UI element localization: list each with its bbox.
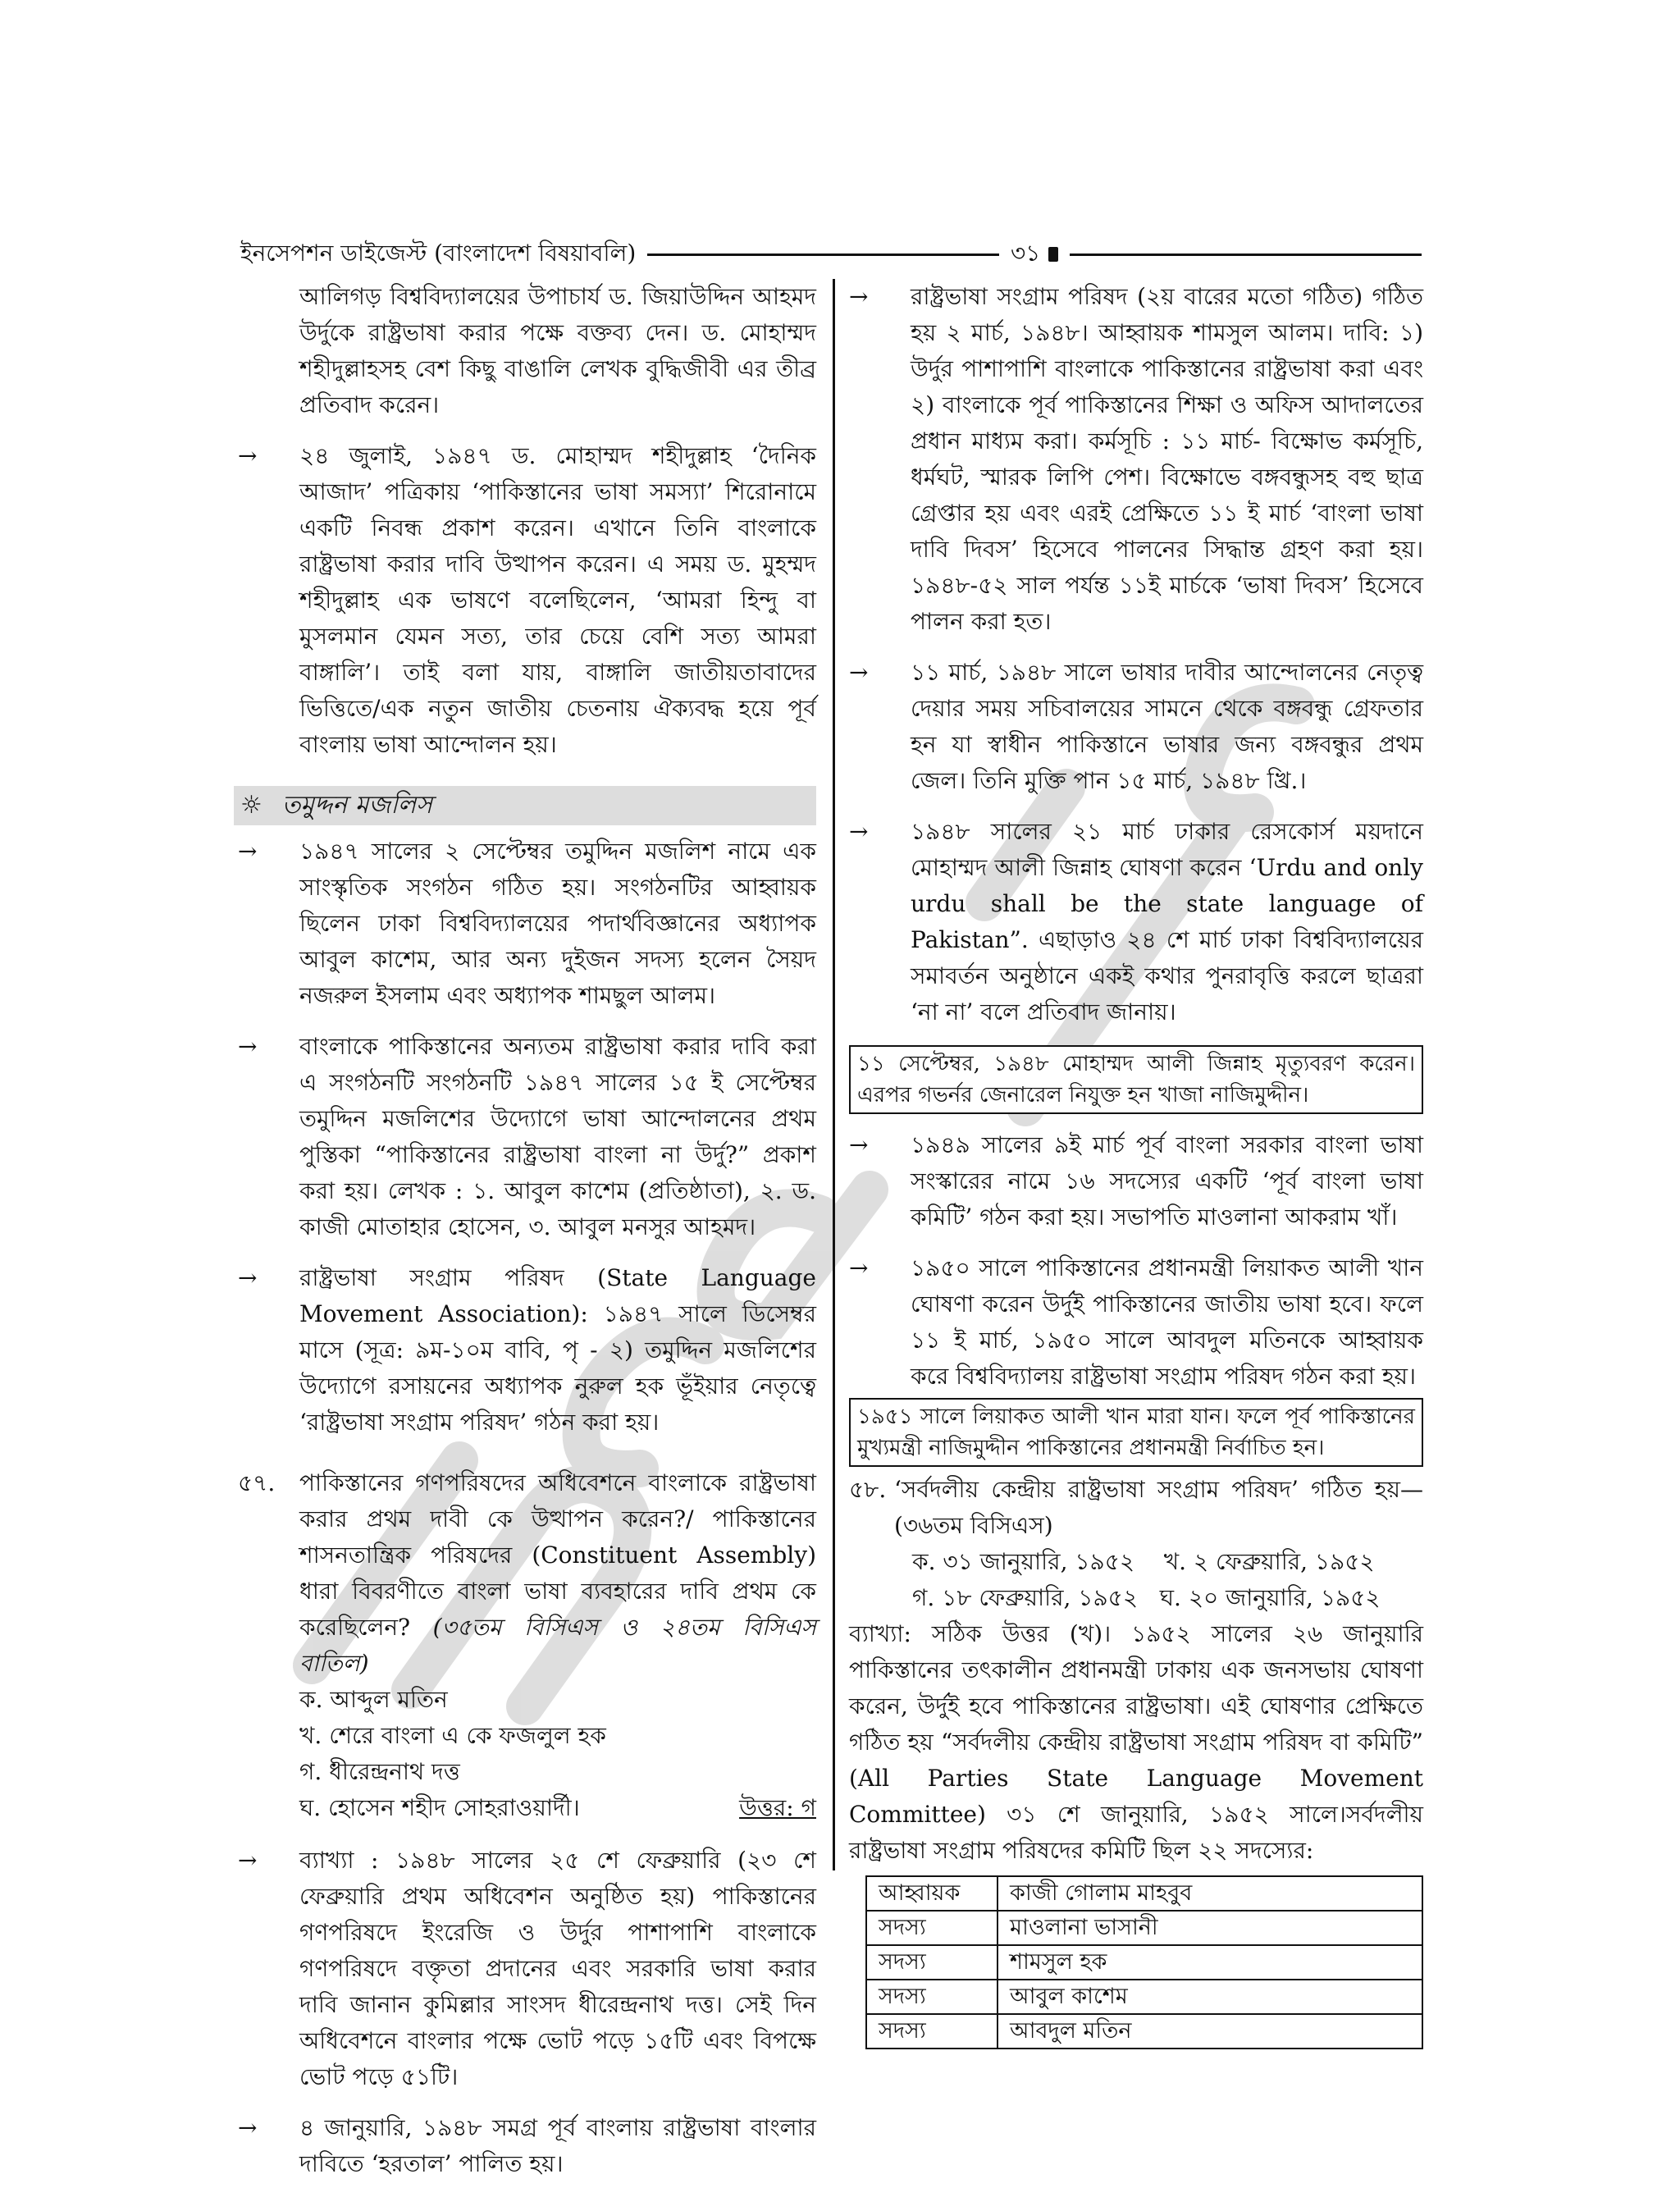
bullet-item [238, 438, 816, 763]
note-box: ১৯৫১ সালে লিয়াকত আলী খান মারা যান। ফলে পূর্ব পাকিস্তানের মুখ্যমন্ত্রী নাজিমুদ্দীন পাকিস্তানের প্রধানমন্ত্রী নির্বাচিত হন। [849, 1398, 1423, 1467]
bullet-text: ১৯৪৯ সালের ৯ই মার্চ পূর্ব বাংলা সরকার বাংলা ভাষা সংস্কারের নামে ১৬ সদস্যের একটি ‘পূর্ব বাংলা ভাষা কমিটি’ গঠন করা হয়। সভাপতি মাওলানা আকরাম খাঁ। [911, 1131, 1423, 1231]
page-number: ৩১ [1010, 239, 1041, 267]
bullet-text: ব্যাখ্যা : ১৯৪৮ সালের ২৫ শে ফেব্রুয়ারি (২৩ শে ফেব্রুয়ারি প্রথম অধিবেশন অনুষ্ঠিত হয়) পাকিস্তানের গণপরিষদে ইংরেজি ও উর্দুর পাশাপাশি বাংলাকে গণপরিষদে বক্তৃতা প্রদানের এবং সরকারি ভাষা করার দাবি জানান কুমিল্লার সাংসদ ধীরেন্দ্রনাথ দত্ত। সেই দিন অধিবেশনে বাংলার পক্ষে ভোট পড়ে ১৫টি এবং বিপক্ষে ভোট পড়ে ৫১টি। [299, 1847, 816, 2090]
note-box: ১১ সেপ্টেম্বর, ১৯৪৮ মোহাম্মদ আলী জিন্নাহ মৃত্যুবরণ করেন। এরপর গভর্নর জেনারেল নিযুক্ত হন খাজা নাজিমুদ্দীন। [849, 1045, 1423, 1114]
question-number: ৫৭. [238, 1469, 276, 1496]
option-ga: গ. ১৮ ফেব্রুয়ারি, ১৯৫২ [912, 1584, 1139, 1611]
question-number: ৫৮. [849, 1476, 887, 1503]
table-row [866, 2014, 1422, 2049]
option-ka: ক. ৩১ জানুয়ারি, ১৯৫২ [912, 1548, 1135, 1575]
options [894, 1544, 1423, 1616]
question-58 [849, 1472, 1423, 1616]
bullet-item [238, 1260, 816, 1441]
section-heading [234, 786, 816, 825]
option-ga: গ. ধীরেন্দ্রনাথ দত্ত [299, 1758, 460, 1785]
answer: উত্তর: গ [739, 1794, 816, 1821]
role-cell: সদস্য [866, 1980, 998, 2014]
square-marker-icon [1048, 247, 1058, 262]
question-text: ‘সর্বদলীয় কেন্দ্রীয় রাষ্ট্রভাষা সংগ্রাম পরিষদ’ গঠিত হয়— (৩৬তম বিসিএস) [894, 1476, 1423, 1539]
arrow-icon: → [238, 442, 258, 469]
role-cell: সদস্য [866, 1911, 998, 1945]
arrow-icon: → [238, 2114, 258, 2141]
table-row [866, 1876, 1422, 1911]
name-cell: আবদুল মতিন [998, 2014, 1422, 2049]
name-cell: আবুল কাশেম [998, 1980, 1422, 2014]
option-kha: খ. শেরে বাংলা এ কে ফজলুল হক [299, 1722, 606, 1749]
bullet-text: ১১ মার্চ, ১৯৪৮ সালে ভাষার দাবীর আন্দোলনের নেতৃত্ব দেয়ার সময় সচিবালয়ের সামনে থেকে বঙ্গবন্ধু গ্রেফতার হন যা স্বাধীন পাকিস্তানে ভাষার জন্য বঙ্গবন্ধুর প্রথম জেল। তিনি মুক্তি পান ১৫ মার্চ, ১৯৪৮ খ্রি.। [911, 659, 1423, 794]
arrow-icon: → [849, 1131, 869, 1158]
left-column [238, 279, 816, 2197]
explanation: ব্যাখ্যা: সঠিক উত্তর (খ)। ১৯৫২ সালের ২৬ জানুয়ারি পাকিস্তানের তৎকালীন প্রধানমন্ত্রী ঢাকায় এক জনসভায় ঘোষণা করেন, উর্দুই হবে পাকিস্তানের রাষ্ট্রভাষা। এই ঘোষণার প্রেক্ষিতে গঠিত হয় “সর্বদলীয় কেন্দ্রীয় রাষ্ট্রভাষা সংগ্রাম পরিষদ বা কমিটি” (All Parties State Language Movement Committee) ৩১ শে জানুয়ারি, ১৯৫২ সালে।সর্বদলীয় রাষ্ট্রভাষা সংগ্রাম পরিষদের কমিটি ছিল ২২ সদস্যের: [849, 1620, 1423, 1864]
option-kha: খ. ২ ফেব্রুয়ারি, ১৯৫২ [1163, 1548, 1375, 1575]
arrow-icon: → [849, 283, 869, 310]
bullet-text: রাষ্ট্রভাষা সংগ্রাম পরিষদ (State Language Movement Association): ১৯৪৭ সালে ডিসেম্বর মাসে (সূত্র: ৯ম-১০ম বাবি, পৃ - ২) তমুদ্দিন মজলিশের উদ্যোগে রসায়নের অধ্যাপক নুরুল হক ভূঁইয়ার নেতৃত্বে ‘রাষ্ট্রভাষা সংগ্রাম পরিষদ’ গঠন করা হয়। [299, 1264, 816, 1436]
bullet-item [238, 1843, 816, 2095]
question-57 [238, 1465, 816, 1826]
name-cell: মাওলানা ভাসানী [998, 1911, 1422, 1945]
bullet-item [849, 279, 1423, 640]
bullet-text: বাংলাকে পাকিস্তানের অন্যতম রাষ্ট্রভাষা করার দাবি করা এ সংগঠনটি সংগঠনটি ১৯৪৭ সালের ১৫ ই সেপ্টেম্বর তমুদ্দিন মজলিশের উদ্যোগে ভাষা আন্দোলনের প্রথম পুস্তিকা “পাকিস্তানের রাষ্ট্রভাষা বাংলা না উর্দু?” প্রকাশ করা হয়। লেখক : ১. আবুল কাশেম (প্রতিষ্ঠাতা), ২. ড. কাজী মোতাহার হোসেন, ৩. আবুল মনসুর আহমদ। [299, 1033, 816, 1240]
option-gha: ঘ. হোসেন শহীদ সোহরাওয়ার্দী। [299, 1794, 580, 1821]
table-row [866, 1980, 1422, 2014]
header-rule [1070, 254, 1422, 256]
bullet-item [238, 2110, 816, 2182]
section-title: তমুদ্দন মজলিস [281, 791, 432, 820]
book-title: ইনসেপশন ডাইজেস্ট (বাংলাদেশ বিষয়াবলি) [240, 239, 637, 267]
arrow-icon: → [238, 838, 258, 865]
column-divider [833, 279, 835, 1870]
option-gha-row [299, 1790, 816, 1826]
bullet-item [849, 655, 1423, 799]
option-gha: ঘ. ২০ জানুয়ারি, ১৯৫২ [1159, 1584, 1381, 1611]
arrow-icon: → [238, 1033, 258, 1060]
role-cell: আহ্বায়ক [866, 1876, 998, 1911]
arrow-icon: → [849, 1254, 869, 1281]
sun-icon: ☼ [240, 791, 262, 820]
table-row [866, 1945, 1422, 1980]
question-source: (৩৫তম বিসিএস ও ২৪তম বিসিএস বাতিল) [299, 1614, 817, 1677]
bullet-item [238, 834, 816, 1014]
arrow-icon: → [849, 659, 869, 686]
right-column [849, 279, 1423, 2049]
bullet-item [849, 1250, 1423, 1395]
bullet-item [849, 1127, 1423, 1236]
bullet-text: ১৯৪৭ সালের ২ সেপ্টেম্বর তমুদ্দিন মজলিশ নামে এক সাংস্কৃতিক সংগঠন গঠিত হয়। সংগঠনটির আহ্বায়ক ছিলেন ঢাকা বিশ্ববিদ্যালয়ের পদার্থবিজ্ঞানের অধ্যাপক আবুল কাশেম, আর অন্য দুইজন সদস্য হলেন সৈয়দ নজরুল ইসলাম এবং অধ্যাপক শামছুল আলম। [299, 838, 816, 1009]
arrow-icon: → [849, 818, 869, 845]
header-rule [647, 254, 999, 256]
table-row [866, 1911, 1422, 1945]
bullet-text: রাষ্ট্রভাষা সংগ্রাম পরিষদ (২য় বারের মতো গঠিত) গঠিত হয় ২ মার্চ, ১৯৪৮। আহ্বায়ক শামসুল আলম। দাবি: ১) উর্দুর পাশাপাশি বাংলাকে পাকিস্তানের রাষ্ট্রভাষা করা এবং ২) বাংলাকে পূর্ব পাকিস্তানের শিক্ষা ও অফিস আদালতের প্রধান মাধ্যম করা। কর্মসূচি : ১১ মার্চ- বিক্ষোভ কর্মসূচি, ধর্মঘট, স্মারক লিপি পেশ। বিক্ষোভে বঙ্গবন্ধুসহ বহু ছাত্র গ্রেপ্তার হয় এবং এরই প্রেক্ষিতে ১১ ই মার্চ ‘বাংলা ভাষা দাবি দিবস’ হিসেবে পালনের সিদ্ধান্ত গ্রহণ করা হয়। ১৯৪৮-৫২ সাল পর্যন্ত ১১ই মার্চকে ‘ভাষা দিবস’ হিসেবে পালন করা হত। [911, 283, 1423, 635]
role-cell: সদস্য [866, 1945, 998, 1980]
bullet-text: ১৯৫০ সালে পাকিস্তানের প্রধানমন্ত্রী লিয়াকত আলী খান ঘোষণা করেন উর্দুই পাকিস্তানের জাতীয় ভাষা হবে। ফলে ১১ ই মার্চ, ১৯৫০ সালে আবদুল মতিনকে আহ্বায়ক করে বিশ্ববিদ্যালয় রাষ্ট্রভাষা সংগ্রাম পরিষদ গঠন করা হয়। [911, 1254, 1423, 1390]
name-cell: শামসুল হক [998, 1945, 1422, 1980]
page-header [240, 238, 1422, 271]
question-text: পাকিস্তানের গণপরিষদের অধিবেশনে বাংলাকে রাষ্ট্রভাষা করার প্রথম দাবী কে উত্থাপন করেন?/ পাকিস্তানের শাসনতান্ত্রিক পরিষদের (Constituent Assembly) ধারা বিবরণীতে বাংলা ভাষা ব্যবহারের দাবি প্রথম কে করেছিলেন? [299, 1469, 816, 1641]
arrow-icon: → [238, 1847, 258, 1874]
bullet-item [849, 814, 1423, 1030]
bullet-text: ৪ জানুয়ারি, ১৯৪৮ সমগ্র পূর্ব বাংলায় রাষ্ট্রভাষা বাংলার দাবিতে ‘হরতাল’ পালিত হয়। [299, 2114, 816, 2177]
paragraph: আলিগড় বিশ্ববিদ্যালয়ের উপাচার্য ড. জিয়াউদ্দিন আহমদ উর্দুকে রাষ্ট্রভাষা করার পক্ষে বক্তব্য দেন। ড. মোহাম্মদ শহীদুল্লাহসহ বেশ কিছু বাঙালি লেখক বুদ্ধিজীবী এর তীব্র প্রতিবাদ করেন। [299, 283, 816, 418]
option-ka: ক. আব্দুল মতিন [299, 1686, 448, 1713]
committee-table [865, 1875, 1423, 2049]
bullet-item [238, 1029, 816, 1245]
role-cell: সদস্য [866, 2014, 998, 2049]
bullet-text: ২৪ জুলাই, ১৯৪৭ ড. মোহাম্মদ শহীদুল্লাহ ‘দৈনিক আজাদ’ পত্রিকায় ‘পাকিস্তানের ভাষা সমস্যা’ শিরোনামে একটি নিবন্ধ প্রকাশ করেন। এখানে তিনি বাংলাকে রাষ্ট্রভাষা করার দাবি উত্থাপন করেন। এ সময় ড. মুহম্মদ শহীদুল্লাহ এক ভাষণে বলেছিলেন, ‘আমরা হিন্দু বা মুসলমান যেমন সত্য, তার চেয়ে বেশি সত্য আমরা বাঙ্গালি’। তাই বলা যায়, বাঙ্গালি জাতীয়তাবাদের ভিত্তিতে/এক নতুন জাতীয় চেতনায় ঐক্যবদ্ধ হয়ে পূর্ব বাংলায় ভাষা আন্দোলন হয়। [299, 442, 816, 758]
name-cell: কাজী গোলাম মাহবুব [998, 1876, 1422, 1911]
bullet-text: ১৯৪৮ সালের ২১ মার্চ ঢাকার রেসকোর্স ময়দানে মোহাম্মদ আলী জিন্নাহ ঘোষণা করেন ‘Urdu and only urdu shall be the state language of Pakistan”. এছাড়াও ২৪ শে মার্চ ঢাকা বিশ্ববিদ্যালয়ের সমাবর্তন অনুষ্ঠানে একই কথার পুনরাবৃত্তি করলে ছাত্ররা ‘না না’ বলে প্রতিবাদ জানায়। [911, 818, 1423, 1025]
arrow-icon: → [238, 1264, 258, 1291]
